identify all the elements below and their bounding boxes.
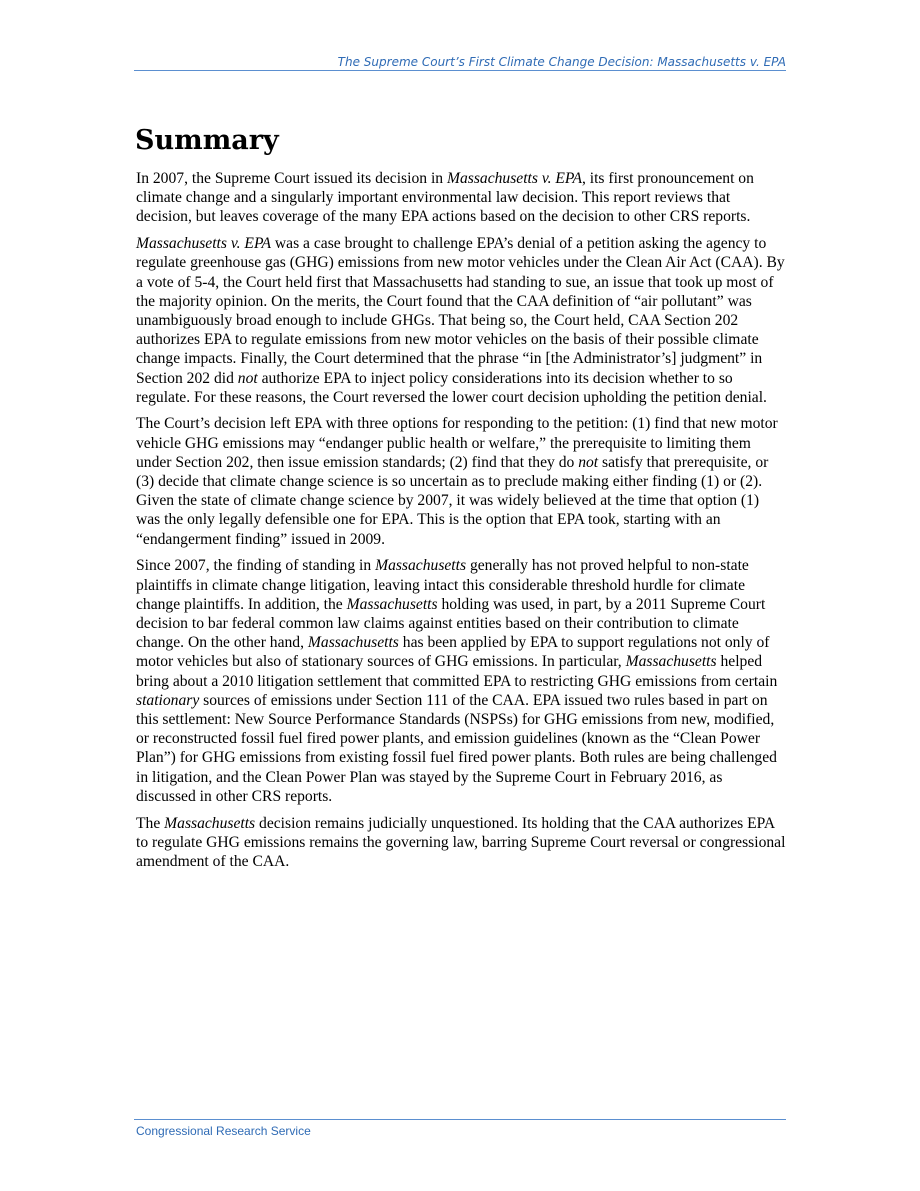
- text-run: helped bring about a 2010 litigation settlement that committed EPA to restricting GHG emissions from certain: [136, 653, 778, 690]
- footer-publisher: Congressional Research Service: [136, 1124, 311, 1138]
- text-run: Since 2007, the finding of standing in: [136, 557, 376, 575]
- emphasis: not: [578, 453, 599, 471]
- text-run: sources of emissions under Section 111 of the CAA. EPA issued two rules based in part on this settlement: New Source Performance Standards (NSPSs) for GHG emissions from new, modified, or reconstructed fossil fuel fired power plants, and emission guidelines (known as the “Clean Power Plan”) for GHG emissions from existing fossil fuel fired power plants. Both rules are being challenged in litigation, and the Clean Power Plan was stayed by the Supreme Court in February 2016, as discussed in other CRS reports.: [136, 691, 777, 805]
- summary-body: [136, 169, 786, 879]
- footer-divider: [134, 1119, 786, 1120]
- case-name: Massachusetts: [164, 814, 256, 832]
- case-name: Massachusetts: [307, 634, 399, 652]
- case-name: Massachusetts: [375, 557, 467, 575]
- paragraph-1: [136, 169, 786, 227]
- case-name: Massachusetts: [346, 595, 438, 613]
- case-name: Massachusetts v. EPA: [136, 235, 271, 253]
- text-run: In 2007, the Supreme Court issued its decision in: [136, 170, 447, 187]
- paragraph-4: [136, 556, 786, 806]
- section-heading: Summary: [135, 125, 279, 156]
- paragraph-3: [136, 414, 786, 548]
- emphasis: not: [237, 369, 258, 387]
- case-name: Massachusetts v. EPA: [446, 170, 582, 187]
- text-run: was a case brought to challenge EPA’s denial of a petition asking the agency to regulate greenhouse gas (GHG) emissions from new motor vehicles under the Clean Air Act (CAA). By a vote of 5-4, the Court held first that Massachusetts had standing to sue, an issue that took up most of the majority opinion. On the merits, the Court found that the CAA definition of “air pollutant” was unambiguously broad enough to include GHGs. That being so, the Court held, CAA Section 202 authorizes EPA to regulate emissions from new motor vehicles on the basis of their possible climate change impacts. Finally, the Court determined that the phrase “in [the Administrator’s] judgment” in Section 202 did: [136, 235, 785, 387]
- text-run: satisfy that prerequisite, or (3) decide that climate change science is so uncertain as to preclude making either finding (1) or (2). Given the state of climate change science by 2007, it was widely believed at the time that option (1) was the only legally defensible one for EPA. This is the option that EPA took, starting with an “endangerment finding” issued in 2009.: [136, 453, 769, 548]
- text-run: has been applied by EPA to support regulations not only of motor vehicles but also of stationary sources of GHG emissions. In particular,: [136, 634, 770, 671]
- paragraph-2: [136, 234, 786, 407]
- emphasis: stationary: [136, 691, 200, 709]
- text-run: generally has not proved helpful to non-state plaintiffs in climate change litigation, leaving intact this considerable threshold hurdle for climate change plaintiffs. In addition, the: [136, 557, 749, 613]
- paragraph-5: [136, 814, 786, 872]
- text-run: holding was used, in part, by a 2011 Supreme Court decision to bar federal common law claims against entities based on their contribution to climate change. On the other hand,: [136, 595, 766, 652]
- case-name: Massachusetts: [625, 653, 717, 671]
- running-header: The Supreme Court’s First Climate Change Decision: Massachusetts v. EPA: [337, 55, 786, 69]
- text-run: The: [136, 814, 165, 832]
- text-run: decision remains judicially unquestioned. Its holding that the CAA authorizes EPA to regulate GHG emissions remains the governing law, barring Supreme Court reversal or congressional amendment of the CAA.: [136, 814, 786, 870]
- header-divider: [134, 70, 786, 71]
- text-run: The Court’s decision left EPA with three options for responding to the petition: (1) find that new motor vehicle GHG emissions may “endanger public health or welfare,” the prerequisite to limiting them under Section 202, then issue emission standards; (2) find that they do: [136, 415, 778, 471]
- text-run: , its first pronouncement on climate change and a singularly important environmental law decision. This report reviews that decision, but leaves coverage of the many EPA actions based on the decision to other CRS reports.: [136, 170, 754, 226]
- text-run: authorize EPA to inject policy considerations into its decision whether to so regulate. For these reasons, the Court reversed the lower court decision upholding the petition denial.: [136, 369, 767, 406]
